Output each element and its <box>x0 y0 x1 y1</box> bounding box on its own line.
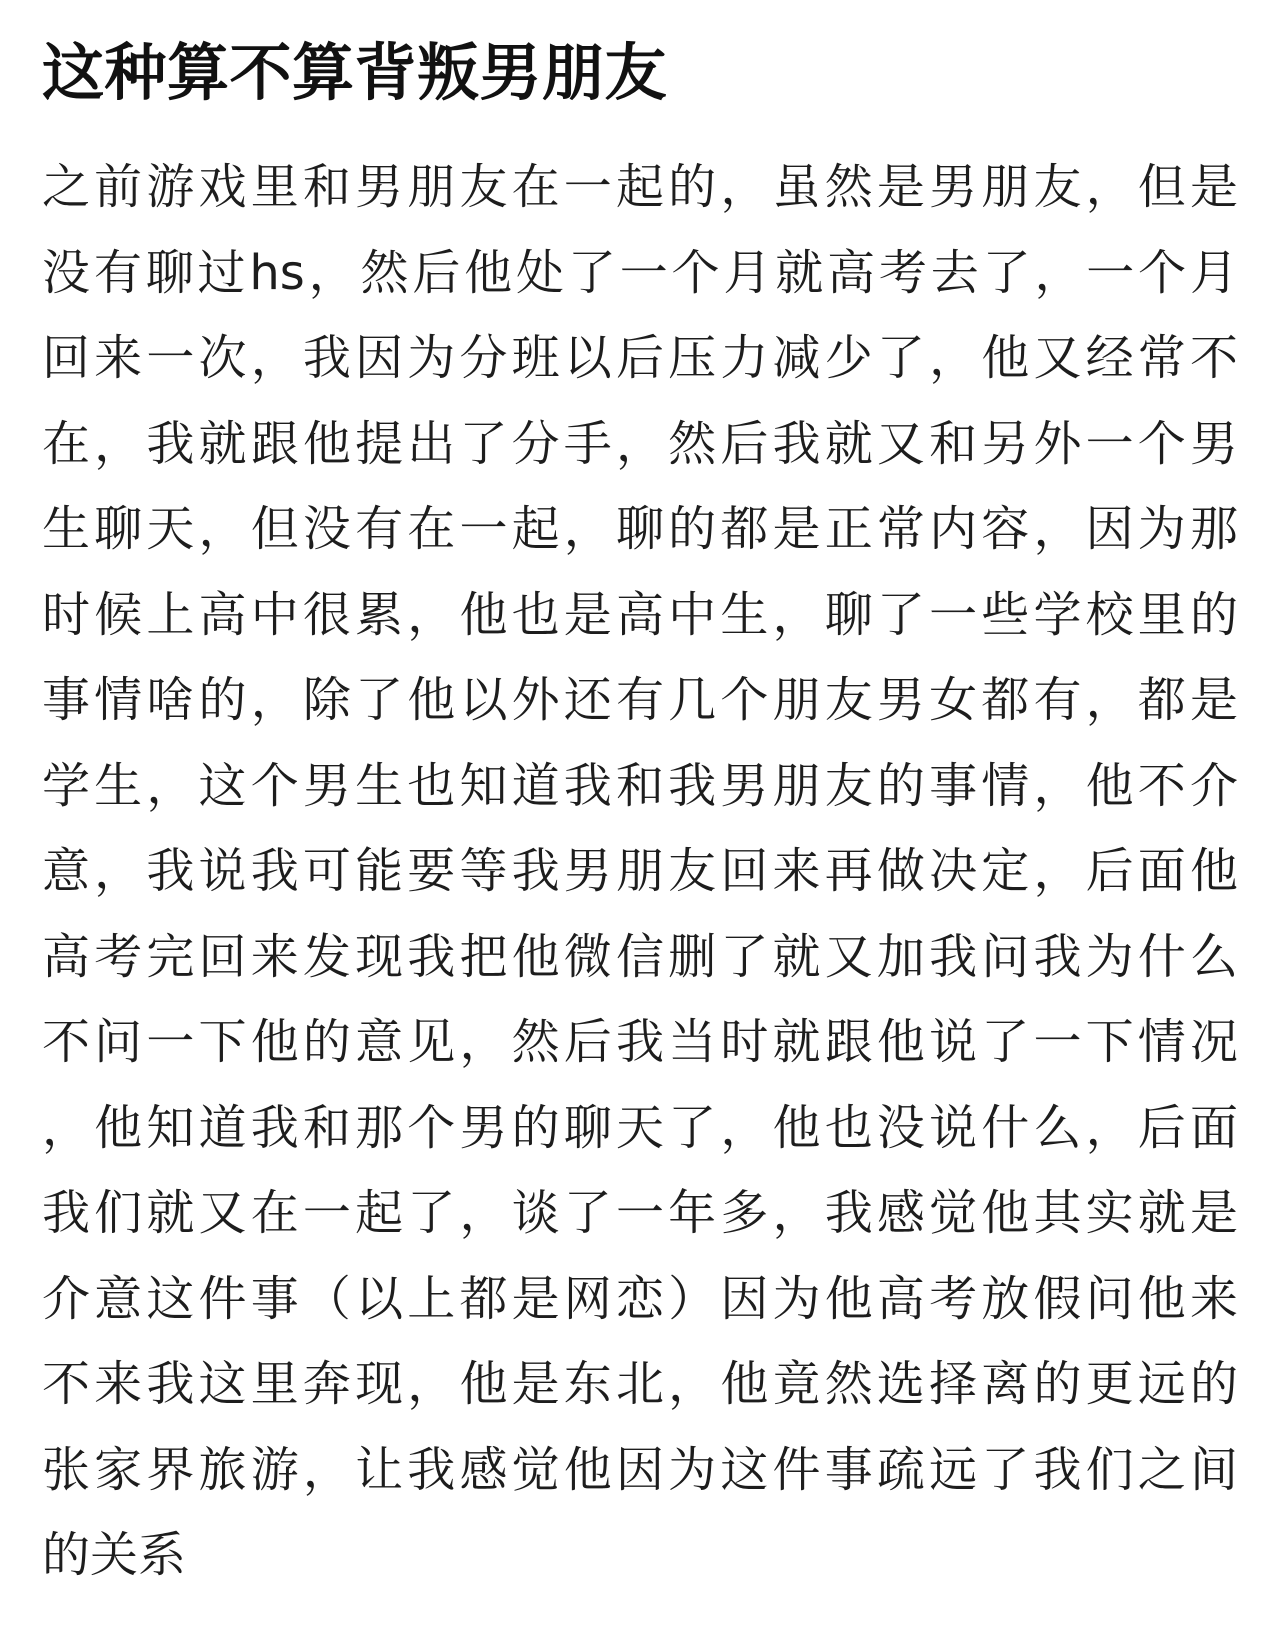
body-line: 回来一次，我因为分班以后压力减少了，他又经常不 <box>42 330 1238 386</box>
body-line: 不问一下他的意见，然后我当时就跟他说了一下情况 <box>42 1014 1238 1070</box>
body-line: 我们就又在一起了，谈了一年多，我感觉他其实就是 <box>42 1185 1238 1241</box>
body-line: 意，我说我可能要等我男朋友回来再做决定，后面他 <box>42 843 1238 899</box>
body-line: 事情啥的，除了他以外还有几个朋友男女都有，都是 <box>42 672 1238 728</box>
body-line: ，他知道我和那个男的聊天了，他也没说什么，后面 <box>42 1099 1238 1156</box>
body-line: 不来我这里奔现，他是东北，他竟然选择离的更远的 <box>42 1356 1238 1412</box>
body-line: 生聊天，但没有在一起，聊的都是正常内容，因为那 <box>42 501 1238 557</box>
body-line: 之前游戏里和男朋友在一起的，虽然是男朋友，但是 <box>42 159 1238 215</box>
body-line: 介意这件事（以上都是网恋）因为他高考放假问他来 <box>42 1270 1238 1327</box>
body-line: 的关系 <box>42 1527 187 1583</box>
body-line: 学生，这个男生也知道我和我男朋友的事情，他不介 <box>42 757 1238 814</box>
body-line: 时候上高中很累，他也是高中生，聊了一些学校里的 <box>42 586 1238 643</box>
body-line: 没有聊过hs，然后他处了一个月就高考去了，一个月 <box>42 244 1238 301</box>
body-line: 张家界旅游，让我感觉他因为这件事疏远了我们之间 <box>42 1441 1238 1498</box>
body-line: 高考完回来发现我把他微信删了就又加我问我为什么 <box>42 928 1238 985</box>
post-body <box>42 145 1238 1599</box>
post-title: 这种算不算背叛男朋友 <box>42 36 668 109</box>
post-page <box>42 0 1238 1650</box>
body-line: 在，我就跟他提出了分手，然后我就又和另外一个男 <box>42 415 1238 472</box>
